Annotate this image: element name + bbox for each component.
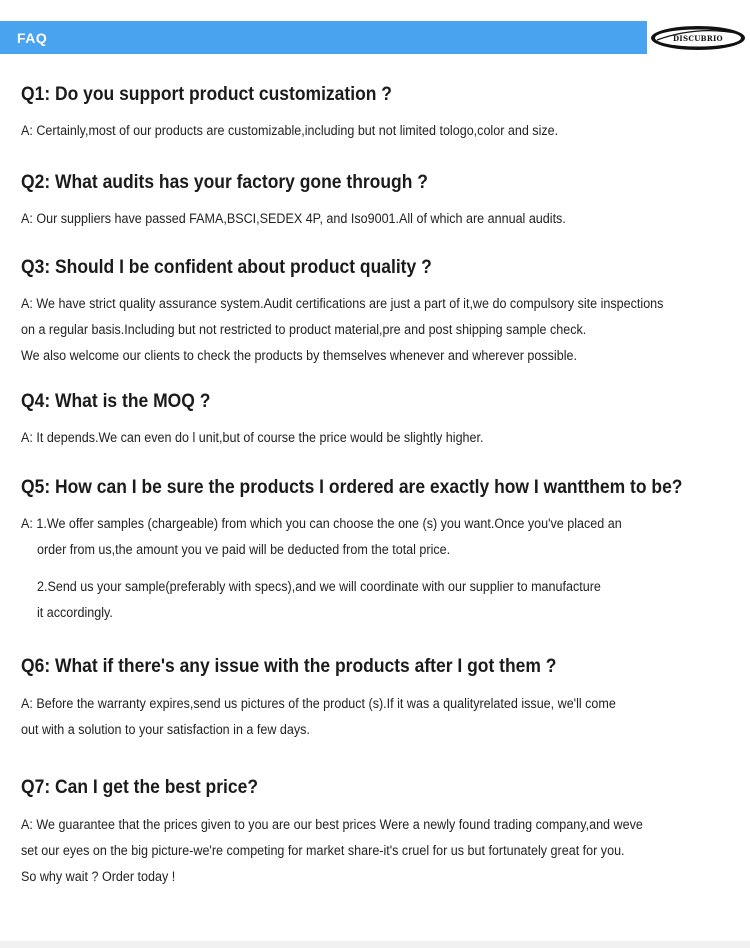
faq-answer-5-line-1: A: 1.We offer samples (chargeable) from which you can choose the one (s) you want.Once you've placed an [21,516,622,531]
faq-answer-3-line-2: on a regular basis.Including but not restricted to product material,pre and post shipping sample check. [21,322,587,337]
faq-question-2: Q2: What audits has your factory gone through ? [21,172,428,193]
faq-answer-1-line-1: A: Certainly,most of our products are customizable,including but not limited tologo,color and size. [21,123,559,138]
bottom-divider [0,941,750,948]
faq-answer-7-line-3: So why wait ? Order today ! [21,869,176,884]
faq-header [0,21,750,54]
faq-question-5: Q5: How can I be sure the products I ordered are exactly how I wantthem to be? [21,477,683,498]
faq-answer-7-line-2: set our eyes on the big picture-we're competing for market share-it's cruel for us but fortunately great for you. [21,843,625,858]
faq-answer-4-line-1: A: It depends.We can even do l unit,but of course the price would be slightly higher. [21,430,484,445]
faq-answer-6-line-2: out with a solution to your satisfaction in a few days. [21,722,310,737]
faq-question-7: Q7: Can I get the best price? [21,777,259,798]
faq-answer-5-line-3: 2.Send us your sample(preferably with specs),and we will coordinate with our supplier to manufacture [37,579,601,594]
faq-answer-3-line-3: We also welcome our clients to check the products by themselves whenever and wherever possible. [21,348,577,363]
logo-text: DISCUBRIO [673,34,723,43]
faq-answer-7-line-1: A: We guarantee that the prices given to you are our best prices Were a newly found trading company,and weve [21,817,643,832]
faq-answer-5-line-2: order from us,the amount you ve paid will be deducted from the total price. [37,542,451,557]
faq-question-6: Q6: What if there's any issue with the products after I got them ? [21,656,557,677]
faq-question-4: Q4: What is the MOQ ? [21,391,211,412]
header-bar [0,21,647,54]
faq-answer-2-line-1: A: Our suppliers have passed FAMA,BSCI,SEDEX 4P, and Iso9001.All of which are annual audits. [21,211,566,226]
header-title: FAQ [17,30,48,46]
faq-question-1: Q1: Do you support product customization ? [21,84,392,105]
faq-question-3: Q3: Should I be confident about product quality ? [21,257,432,278]
faq-answer-6-line-1: A: Before the warranty expires,send us pictures of the product (s).If it was a qualityrelated issue, we'll come [21,696,616,711]
faq-answer-5-line-4: it accordingly. [37,605,113,620]
faq-answer-3-line-1: A: We have strict quality assurance system.Audit certifications are just a part of it,we do compulsory site inspections [21,296,664,311]
brand-logo [649,23,747,53]
